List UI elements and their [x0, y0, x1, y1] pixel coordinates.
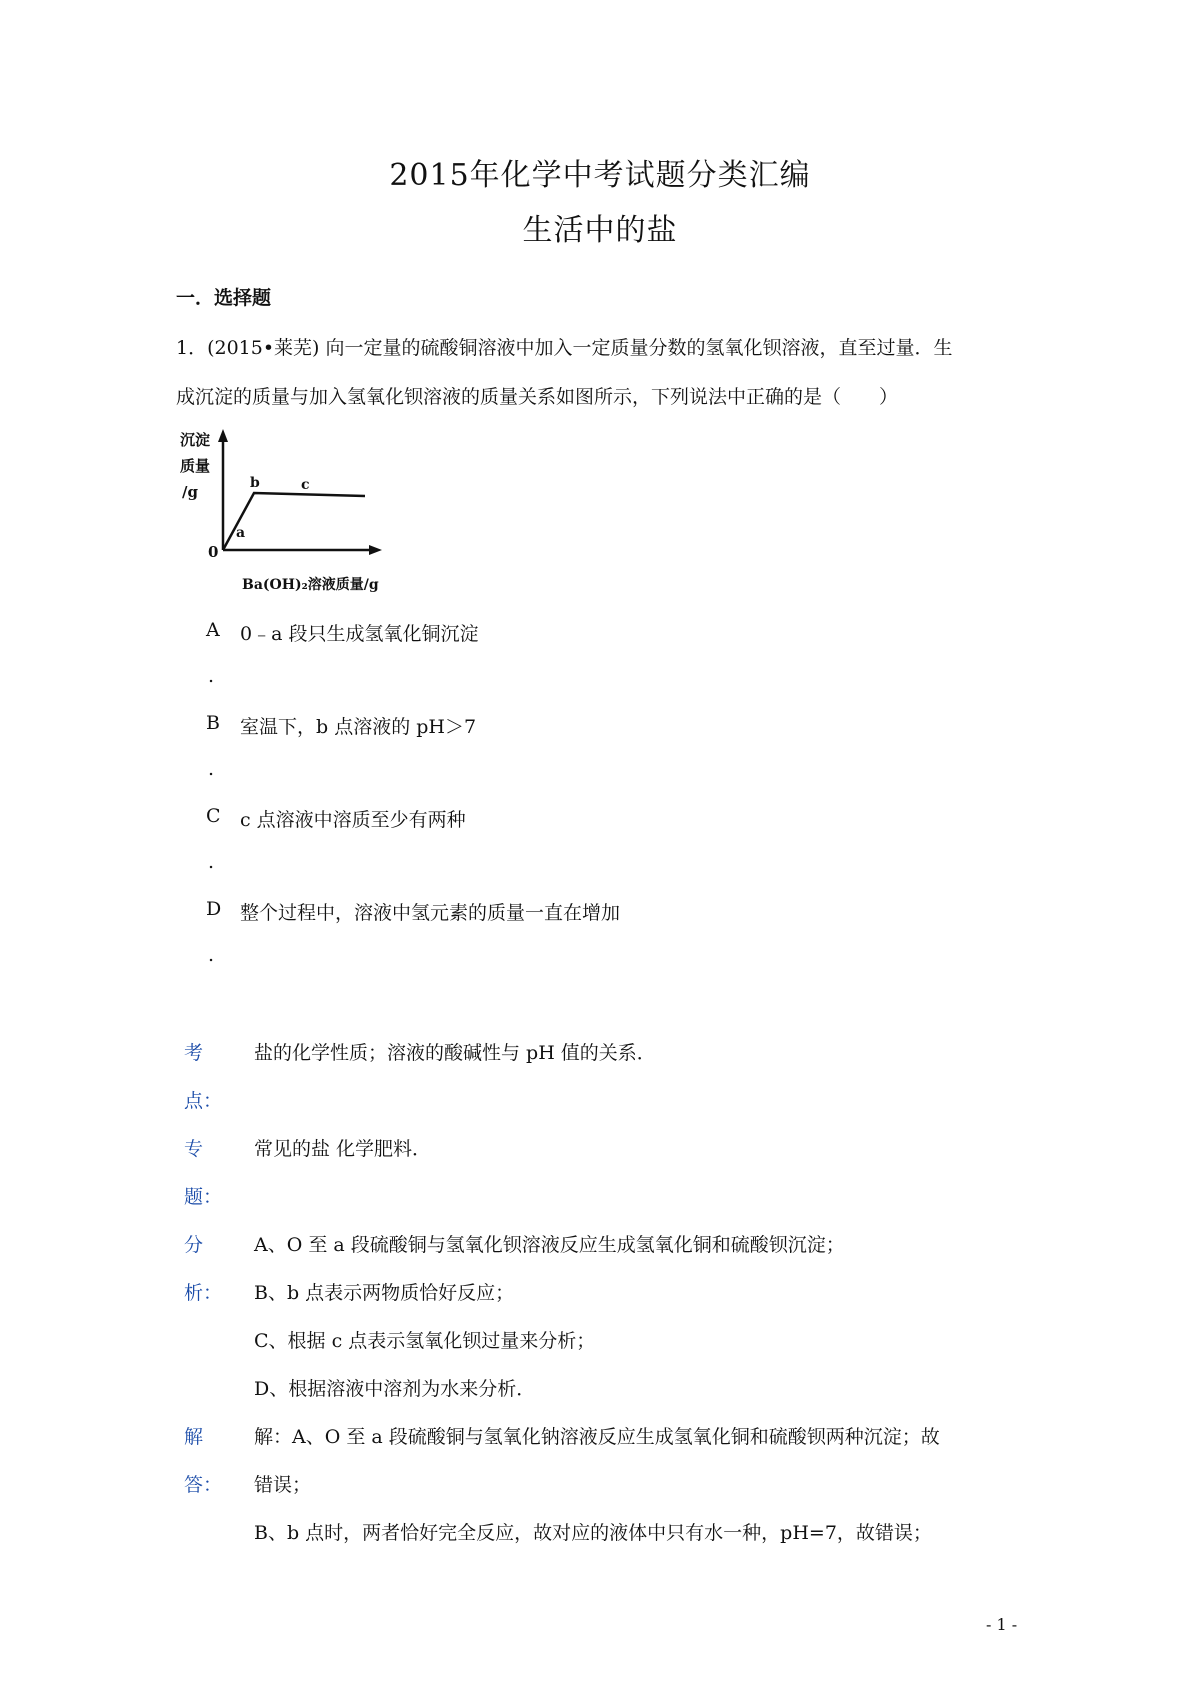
- page-number: - 1 -: [986, 1615, 1018, 1634]
- zhuanti-label-1: 专: [184, 1138, 204, 1160]
- x-axis-label: Ba(OH)₂溶液质量/g: [242, 577, 379, 593]
- precipitate-mass-graph: [172, 425, 412, 605]
- jieda-line-3: B、b 点时，两者恰好完全反应，故对应的液体中只有水一种，pH=7，故错误；: [254, 1522, 932, 1544]
- option-a-letter: A: [206, 619, 220, 641]
- kaodian-text: 盐的化学性质；溶液的酸碱性与 pH 值的关系．: [254, 1042, 656, 1064]
- jieda-label-1: 解: [184, 1426, 204, 1448]
- zhuanti-text: 常见的盐 化学肥料．: [254, 1138, 432, 1160]
- y-axis-label-line-3: /g: [182, 483, 198, 501]
- option-c-letter: C: [206, 805, 221, 827]
- section-heading: 一．选择题: [176, 287, 272, 309]
- option-d-letter: D: [206, 898, 222, 920]
- option-a-text: 0﹣a 段只生成氢氧化铜沉淀: [240, 623, 479, 645]
- fenxi-line-3: C、根据 c 点表示氢氧化钡过量来分析；: [254, 1330, 596, 1352]
- kaodian-label-1: 考: [184, 1042, 204, 1064]
- precipitate-curve: [223, 493, 365, 550]
- kaodian-label-2: 点：: [184, 1090, 223, 1112]
- option-c-dot: .: [208, 851, 215, 873]
- fenxi-label-2: 析：: [184, 1282, 223, 1304]
- y-axis-label-line-1: 沉淀: [180, 431, 211, 449]
- fenxi-line-4: D、根据溶液中溶剂为水来分析．: [254, 1378, 536, 1400]
- document-title: 2015年化学中考试题分类汇编: [389, 158, 811, 193]
- fenxi-line-1: A、O 至 a 段硫酸铜与氢氧化钡溶液反应生成氢氧化铜和硫酸钡沉淀；: [254, 1234, 845, 1256]
- point-a-label: a: [236, 525, 246, 541]
- question-line-2: 成沉淀的质量与加入氢氧化钡溶液的质量关系如图所示，下列说法中正确的是（ ）: [176, 386, 899, 408]
- origin-label: 0: [208, 543, 219, 561]
- question-line-1: 1．(2015•莱芜) 向一定量的硫酸铜溶液中加入一定质量分数的氢氧化钡溶液，直至过量．生: [176, 337, 953, 359]
- y-axis-arrow: [218, 429, 228, 442]
- jieda-line-2: 错误；: [254, 1474, 312, 1496]
- fenxi-line-2: B、b 点表示两物质恰好反应；: [254, 1282, 515, 1304]
- jieda-label-2: 答：: [184, 1474, 223, 1496]
- option-a-dot: .: [208, 665, 215, 687]
- fenxi-label-1: 分: [184, 1234, 204, 1256]
- option-d-dot: .: [208, 944, 215, 966]
- option-b-letter: B: [206, 712, 220, 734]
- option-b-dot: .: [208, 758, 215, 780]
- point-b-label: b: [250, 475, 260, 491]
- point-c-label: c: [301, 477, 310, 493]
- zhuanti-label-2: 题：: [184, 1186, 223, 1208]
- option-d-text: 整个过程中，溶液中氢元素的质量一直在增加: [240, 902, 621, 924]
- option-b-text: 室温下，b 点溶液的 pH＞7: [240, 716, 477, 738]
- document-subtitle: 生活中的盐: [522, 213, 678, 248]
- x-axis-arrow: [369, 545, 382, 555]
- jieda-line-1: 解：A、O 至 a 段硫酸铜与氢氧化钠溶液反应生成氢氧化铜和硫酸钡两种沉淀；故: [254, 1426, 940, 1448]
- y-axis-label-line-2: 质量: [180, 457, 211, 475]
- option-c-text: c 点溶液中溶质至少有两种: [240, 809, 466, 831]
